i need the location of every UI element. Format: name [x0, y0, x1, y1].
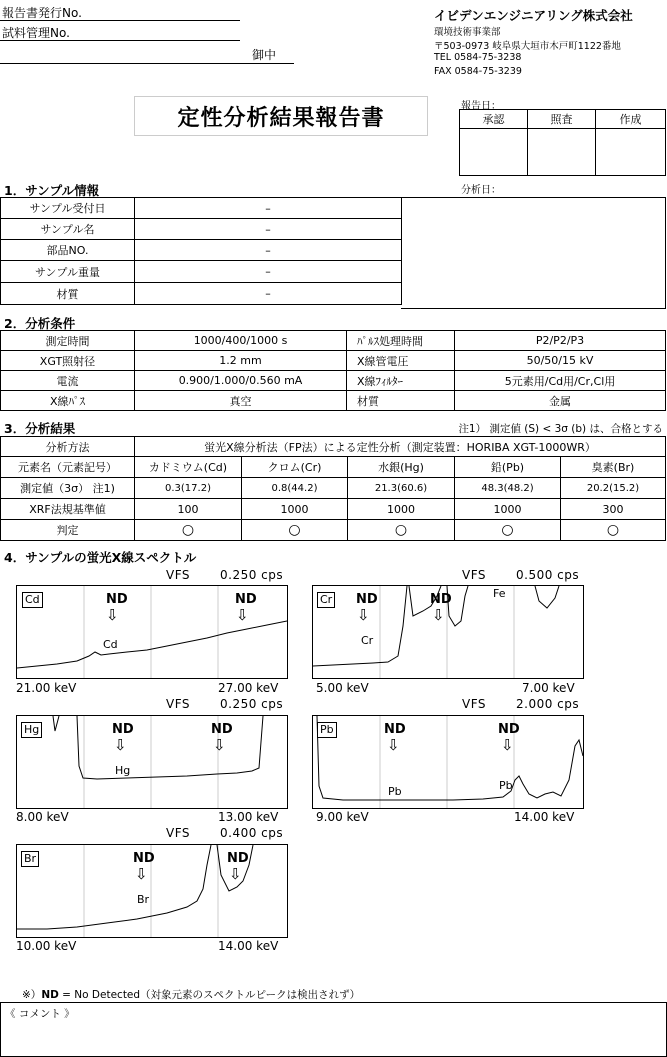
sample-row-value: – [135, 283, 402, 305]
standard-value: 1000 [455, 499, 561, 520]
cd-nd-label: ND [106, 592, 128, 607]
pb-spectrum-chart [312, 715, 584, 809]
hg-nd-label: ND [112, 722, 134, 737]
cond-value: 50/50/15 kV [455, 351, 666, 371]
measured-value: 0.8(44.2) [242, 478, 348, 499]
hg-spectrum-line [53, 716, 59, 731]
footnote-text: = No Detected（対象元素のスペクトルピークは検出されず） [58, 989, 361, 1001]
judge-mark: ○ [242, 520, 348, 541]
sample-info-table [0, 197, 402, 305]
pb-xmin: 9.00 keV [316, 810, 369, 824]
page-title: 定性分析結果報告書 [134, 96, 428, 136]
cd-xmin: 21.00 keV [16, 681, 77, 695]
report-no-label: 報告書発行No. [2, 6, 82, 20]
measured-value: 20.2(15.2) [561, 478, 666, 499]
judge-label: 判定 [1, 520, 135, 541]
pb-vfs-label: VFS [462, 697, 487, 711]
cr-vfs-value: 0.500 cps [516, 568, 580, 582]
cond-label: 測定時間 [1, 331, 135, 351]
judge-mark: ○ [135, 520, 242, 541]
br-xmax: 14.00 keV [218, 939, 279, 953]
measured-value: 21.3(60.6) [348, 478, 455, 499]
cond-value: 1000/400/1000 s [135, 331, 347, 351]
br-element-box: Br [21, 851, 39, 867]
cd-peak-label: Cd [103, 638, 118, 651]
judge-mark: ○ [348, 520, 455, 541]
element-name: 臭素(Br) [561, 457, 666, 478]
cond-label: XGT照射径 [1, 351, 135, 371]
cond-label: 材質 [347, 391, 455, 411]
standard-label: XRF法規基準値 [1, 499, 135, 520]
measured-value: 48.3(48.2) [455, 478, 561, 499]
element-label: 元素名（元素記号） [1, 457, 135, 478]
down-arrow-icon: ⇩ [357, 606, 370, 624]
comment-label: 《 コメント 》 [5, 1008, 75, 1020]
hg-xmax: 13.00 keV [218, 810, 279, 824]
addressee-suffix: 御中 [252, 48, 277, 62]
cr-xmin: 5.00 keV [316, 681, 369, 695]
hg-peak-label: Hg [115, 764, 131, 777]
department: 環境技術事業部 [434, 27, 501, 38]
br-peak-label: Br [137, 893, 150, 906]
down-arrow-icon: ⇩ [106, 606, 119, 624]
results-table [0, 436, 666, 541]
sample-row-value: – [135, 219, 402, 240]
element-name: クロム(Cr) [242, 457, 348, 478]
down-arrow-icon: ⇩ [135, 865, 148, 883]
down-arrow-icon: ⇩ [501, 736, 514, 754]
measured-label: 測定値（3σ） 注1) [1, 478, 135, 499]
element-name: 水銀(Hg) [348, 457, 455, 478]
cd-element-box: Cd [22, 592, 43, 608]
pb-vfs-value: 2.000 cps [516, 697, 580, 711]
cd-vfs-value: 0.250 cps [220, 568, 284, 582]
sample-row-label: 部品NO. [1, 240, 135, 261]
cd-spectrum-line [17, 621, 287, 668]
cond-label: ﾊﾟﾙｽ処理時間 [347, 331, 455, 351]
results-note: 注1） 測定値 (S) < 3σ (b) は、合格とする [458, 423, 663, 435]
cond-label: X線管電圧 [347, 351, 455, 371]
element-name: 鉛(Pb) [455, 457, 561, 478]
br-spectrum-line [17, 845, 211, 929]
comment-box [0, 1002, 667, 1057]
hg-nd-label: ND [211, 722, 233, 737]
judge-mark: ○ [455, 520, 561, 541]
cond-label: 電流 [1, 371, 135, 391]
sample-row-label: サンプル名 [1, 219, 135, 240]
test-no-label: 試料管理No. [2, 26, 70, 40]
standard-value: 100 [135, 499, 242, 520]
cr-nd-label: ND [430, 592, 452, 607]
check-stamp [528, 129, 596, 176]
measured-value: 0.3(17.2) [135, 478, 242, 499]
br-vfs-value: 0.400 cps [220, 826, 284, 840]
method-label: 分析方法 [1, 437, 135, 457]
pb-peak-label-2: Pb [499, 779, 513, 792]
approve-stamp [460, 129, 528, 176]
cond-value: P2/P2/P3 [455, 331, 666, 351]
footnote-mark: ※） [22, 989, 42, 1001]
address: 〒503-0973 岐阜県大垣市木戸町1122番地 [434, 41, 621, 52]
cond-label: X線ﾊﾟｽ [1, 391, 135, 411]
hg-spectrum-svg [17, 716, 287, 808]
cr-peak-label: Cr [361, 634, 374, 647]
sample-row-value: – [135, 240, 402, 261]
hg-spectrum-chart [16, 715, 288, 809]
cd-nd-label: ND [235, 592, 257, 607]
tel: TEL 0584-75-3238 [434, 52, 522, 63]
cond-label: X線ﾌｨﾙﾀｰ [347, 371, 455, 391]
cr-vfs-label: VFS [462, 568, 487, 582]
cond-value: 0.900/1.000/0.560 mA [135, 371, 347, 391]
down-arrow-icon: ⇩ [432, 606, 445, 624]
pb-peak-label: Pb [388, 785, 402, 798]
fe-peak-label: Fe [493, 587, 506, 600]
hg-vfs-label: VFS [166, 697, 191, 711]
down-arrow-icon: ⇩ [229, 865, 242, 883]
br-nd-label: ND [227, 851, 249, 866]
pb-spectrum-line [317, 716, 583, 800]
spectra-heading: 4．サンプルの蛍光X線スペクトル [4, 550, 197, 565]
conditions-heading: 2．分析条件 [4, 316, 76, 331]
cond-value: 1.2 mm [135, 351, 347, 371]
approval-table [459, 109, 666, 176]
judge-mark: ○ [561, 520, 666, 541]
br-vfs-label: VFS [166, 826, 191, 840]
pb-nd-label: ND [498, 722, 520, 737]
sample-row-label: サンプル受付日 [1, 198, 135, 219]
report-date-label: 報告日： [461, 101, 501, 112]
sample-photo-area [401, 197, 666, 309]
company-name: イビデンエンジニアリング株式会社 [434, 8, 633, 23]
hg-spectrum-line [77, 716, 263, 779]
br-xmin: 10.00 keV [16, 939, 77, 953]
check-header: 照査 [528, 110, 596, 129]
element-name: カドミウム(Cd) [135, 457, 242, 478]
cd-vfs-label: VFS [166, 568, 191, 582]
cond-value: 5元素用/Cd用/Cr,Cl用 [455, 371, 666, 391]
pb-xmax: 14.00 keV [514, 810, 575, 824]
sample-row-label: サンプル重量 [1, 261, 135, 283]
cr-spectrum-line [535, 586, 559, 608]
hg-element-box: Hg [21, 722, 42, 738]
cd-xmax: 27.00 keV [218, 681, 279, 695]
create-stamp [596, 129, 666, 176]
report-no-line [0, 20, 240, 21]
approve-header: 承認 [460, 110, 528, 129]
cond-value: 金属 [455, 391, 666, 411]
sample-row-label: 材質 [1, 283, 135, 305]
standard-value: 1000 [242, 499, 348, 520]
down-arrow-icon: ⇩ [387, 736, 400, 754]
down-arrow-icon: ⇩ [213, 736, 226, 754]
addressee-line [0, 63, 294, 64]
br-nd-label: ND [133, 851, 155, 866]
pb-element-box: Pb [317, 722, 337, 738]
cr-nd-label: ND [356, 592, 378, 607]
cr-element-box: Cr [317, 592, 335, 608]
pb-nd-label: ND [384, 722, 406, 737]
fax: FAX 0584-75-3239 [434, 66, 522, 77]
hg-vfs-value: 0.250 cps [220, 697, 284, 711]
test-no-line [0, 40, 240, 41]
down-arrow-icon: ⇩ [114, 736, 127, 754]
down-arrow-icon: ⇩ [236, 606, 249, 624]
nd-footnote [22, 987, 360, 1002]
create-header: 作成 [596, 110, 666, 129]
sample-row-value: – [135, 261, 402, 283]
conditions-table [0, 330, 666, 411]
cond-value: 真空 [135, 391, 347, 411]
pb-spectrum-svg [313, 716, 583, 808]
cr-xmax: 7.00 keV [522, 681, 575, 695]
sample-info-heading: 1．サンプル情報 [4, 183, 100, 198]
footnote-nd: ND [41, 989, 59, 1001]
analysis-date-label: 分析日： [461, 185, 501, 196]
standard-value: 1000 [348, 499, 455, 520]
method-value: 蛍光X線分析法（FP法）による定性分析（測定装置：HORIBA XGT-1000WR） [135, 437, 666, 457]
results-heading: 3．分析結果 [4, 421, 76, 436]
hg-xmin: 8.00 keV [16, 810, 69, 824]
standard-value: 300 [561, 499, 666, 520]
sample-row-value: – [135, 198, 402, 219]
